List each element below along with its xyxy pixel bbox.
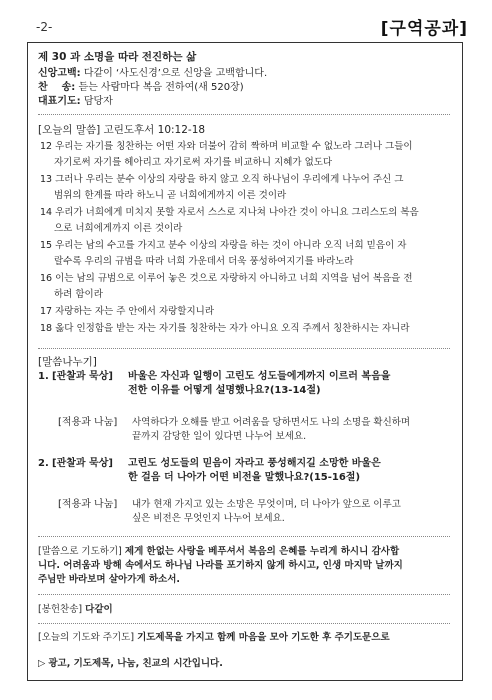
scripture-reference: 고린도후서 10:12-18	[103, 124, 206, 136]
announcement-text: 광고, 기도제목, 나눔, 친교의 시간입니다.	[48, 658, 223, 669]
closing-prayer-line	[38, 545, 399, 559]
divider	[38, 348, 450, 349]
offering-hymn	[38, 603, 113, 617]
question-2-line: 한 걸음 더 나아가 어떤 비전을 말했나요?(15-16절)	[128, 472, 361, 483]
verse-line: 범위의 한계를 따라 하노니 곧 너희에게까지 이른 것이라	[54, 190, 287, 201]
verse-line: 13 그러나 우리는 분수 이상의 자랑을 하지 않고 오직 하나님이 우리에게 나누어 주신 그	[40, 174, 404, 185]
closing-prayer-line: 주님만 바라보며 살아가게 하소서.	[38, 574, 181, 585]
verse-line: 15 우리는 남의 수고를 가지고 분수 이상의 자랑을 하는 것이 아니라 오직 너희 믿음이 자	[40, 240, 407, 251]
hymn-label: 찬 송:	[38, 82, 76, 93]
application-1-tag: [적용과 나눔]	[58, 417, 118, 428]
page-number: -2-	[36, 20, 53, 34]
verse-line: 12 우리는 자기를 칭찬하는 어떤 자와 더불어 감히 짝하며 비교할 수 없노라 그러나 그들이	[40, 141, 413, 152]
prayer-text: 담당자	[83, 96, 113, 107]
divider	[38, 536, 450, 537]
closing-prayer-text: 제게 한없는 사랑을 베푸셔서 복음의 은혜를 누리게 하시니 감사합	[124, 546, 400, 557]
hymn-text: 듣는 사람마다 복음 전하여(새 520장)	[78, 82, 244, 93]
today-prayer	[38, 631, 390, 645]
creed-row	[38, 67, 267, 81]
verse-line: 17 자랑하는 자는 주 안에서 자랑할지니라	[40, 306, 215, 317]
verse-line: 랄수록 우리의 규범을 따라 너희 가운데서 더욱 풍성하여지기를 바라노라	[54, 256, 354, 267]
closing-prayer-line: 니다. 어려움과 방해 속에서도 하나님 나라를 포기하지 않게 하시고, 인생 마지막 날까지	[38, 560, 403, 571]
lesson-frame	[27, 42, 463, 681]
divider	[38, 594, 450, 595]
today-prayer-label: [오늘의 기도와 주기도]	[38, 632, 135, 643]
question-1-number: 1.	[38, 371, 49, 382]
sharing-label: [말씀나누기]	[38, 356, 97, 368]
divider	[38, 114, 450, 115]
scripture-label: [오늘의 말씀]	[38, 124, 101, 136]
application-2-line: 내가 현재 가지고 있는 소망은 무엇이며, 더 나아가 앞으로 이루고	[132, 499, 401, 510]
question-1-line: 바울은 자신과 일행이 고린도 성도들에게까지 이르러 복음을	[128, 371, 391, 382]
scripture-header	[38, 123, 205, 137]
hymn-row	[38, 81, 244, 95]
document-title: [구역공과]	[380, 19, 468, 39]
offering-text: 다같이	[85, 604, 113, 615]
today-prayer-text: 기도제목을 가지고 함께 마음을 모아 기도한 후 주기도문으로	[137, 632, 390, 643]
lesson-title: 제 30 과 소명을 따라 전진하는 삶	[38, 51, 197, 63]
creed-text: 다같이 ‘사도신경’으로 신앙을 고백합니다.	[83, 68, 268, 79]
prayer-row	[38, 95, 113, 109]
application-1-line: 끝까지 감당한 일이 있다면 나누어 보세요.	[132, 431, 307, 442]
verse-line: 14 우리가 너희에게 미치지 못할 자로서 스스로 지나쳐 나아간 것이 아니요 그리스도의 복음	[40, 207, 419, 218]
verse-line: 하려 함이라	[54, 289, 103, 300]
announcement	[38, 657, 223, 671]
creed-label: 신앙고백:	[38, 68, 81, 79]
question-2-tag: [관찰과 묵상]	[52, 458, 113, 469]
question-1-line: 전한 이유를 어떻게 설명했나요?(13-14절)	[128, 385, 321, 396]
verse-line: 16 이는 남의 규범으로 이루어 놓은 것으로 자랑하지 아니하고 너희 지역을 넘어 복음을 전	[40, 273, 413, 284]
divider	[38, 623, 450, 624]
prayer-label: 대표기도:	[38, 96, 81, 107]
closing-prayer-label: [말씀으로 기도하기]	[38, 546, 122, 557]
question-2-line: 고린도 성도들의 믿음이 자라고 풍성해지길 소망한 바울은	[128, 458, 381, 469]
application-2-tag: [적용과 나눔]	[58, 499, 118, 510]
verse-line: 자기로써 자기를 헤아리고 자기로써 자기를 비교하니 지혜가 없도다	[54, 157, 333, 168]
question-1-tag: [관찰과 묵상]	[52, 371, 113, 382]
verse-line: 18 옳다 인정함을 받는 자는 자기를 칭찬하는 자가 아니요 오직 주께서 칭찬하시는 자니라	[40, 323, 410, 334]
application-2-line: 싶은 비전은 무엇인지 나누어 보세요.	[132, 513, 285, 524]
offering-label: [봉헌찬송]	[38, 604, 83, 615]
application-1-line: 사역하다가 오해를 받고 어려움을 당하면서도 나의 소명을 확신하며	[132, 417, 411, 428]
arrow-icon: ▷	[38, 658, 46, 669]
verse-line: 으로 너희에게까지 이른 것이라	[54, 223, 183, 234]
question-2-number: 2.	[38, 458, 49, 469]
